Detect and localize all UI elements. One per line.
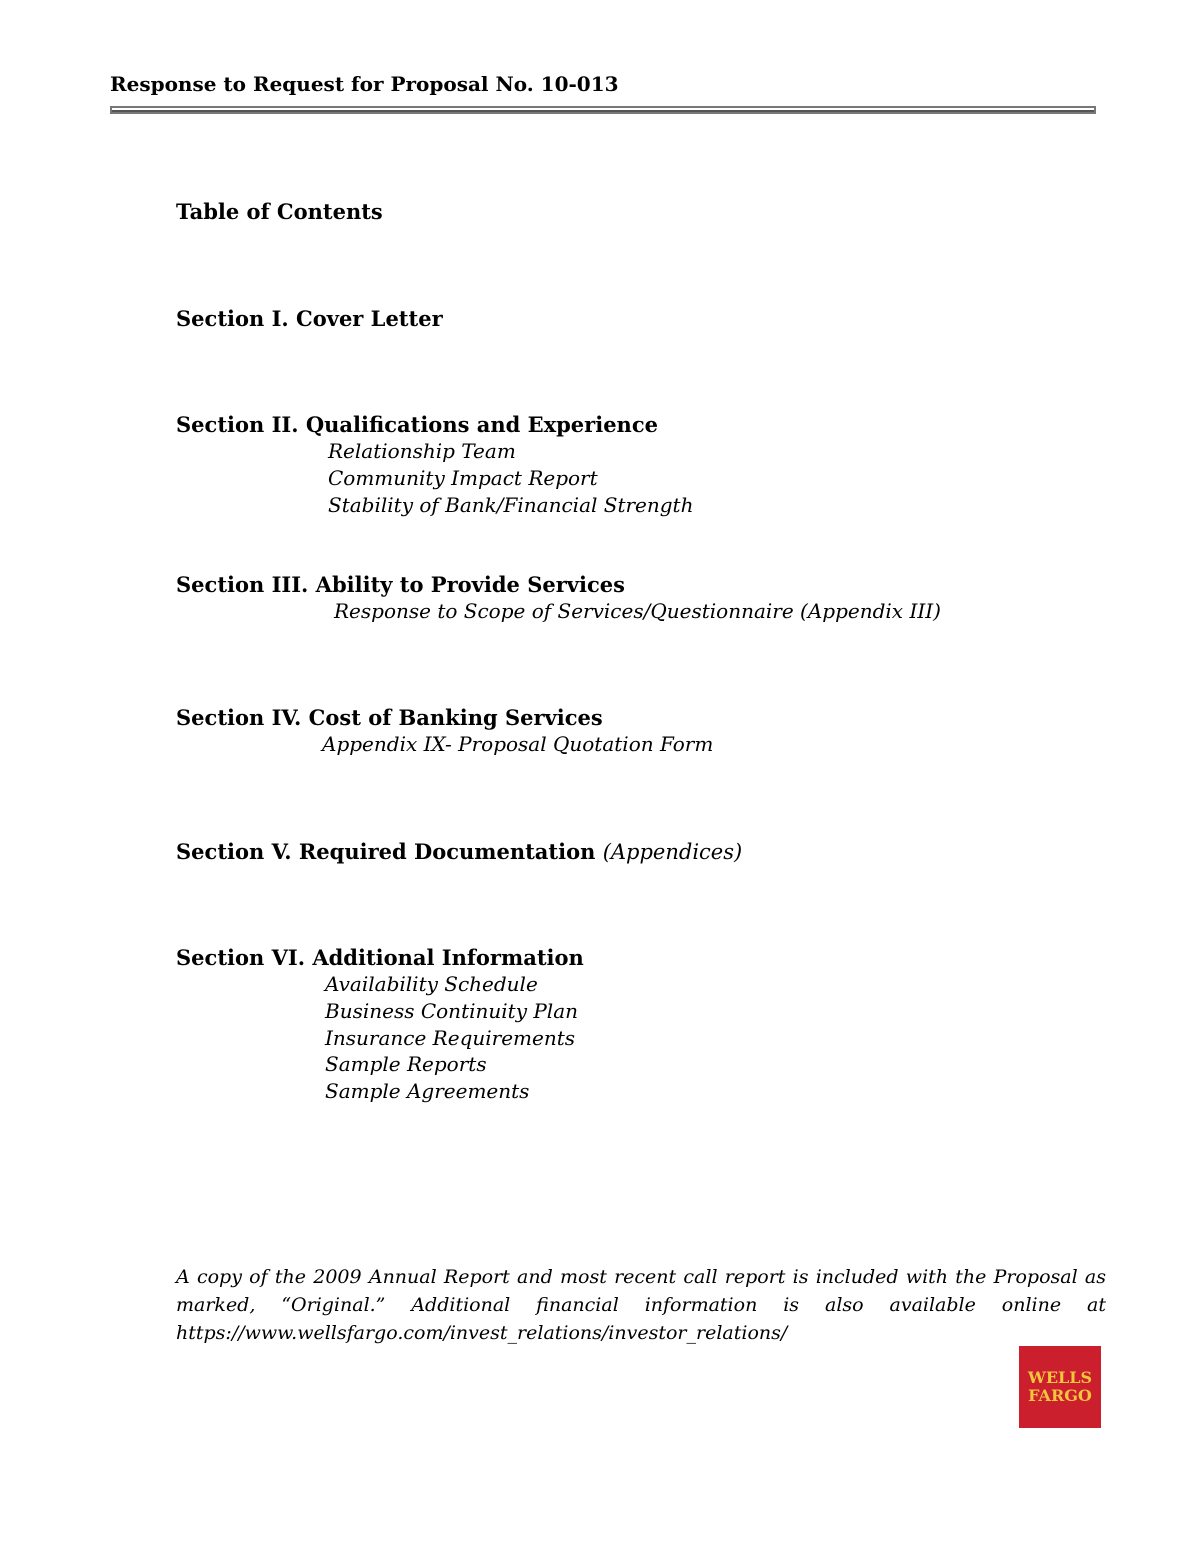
subitem: Business Continuity Plan [325, 998, 579, 1023]
header-divider [110, 106, 1096, 114]
toc-section-4 [176, 704, 713, 758]
subitem: Appendix IX- Proposal Quotation Form [322, 732, 714, 756]
subitem: Community Impact Report [328, 465, 598, 490]
logo-line-2: FARGO [1028, 1386, 1092, 1405]
section-heading [176, 838, 742, 866]
section-heading: Section IV. Cost of Banking Services [176, 705, 603, 730]
section-heading: Section III. Ability to Provide Services [176, 572, 625, 597]
subitem: Availability Schedule [325, 972, 538, 996]
logo-line-1: WELLS [1027, 1368, 1093, 1387]
subitem: Stability of Bank/Financial Strength [328, 492, 694, 517]
section-subitems [176, 438, 693, 518]
toc-section-2 [176, 411, 693, 518]
subitem: Sample Reports [325, 1052, 487, 1077]
footer-note: A copy of the 2009 Annual Report and most recent call report is included with the Proposal as marked, “Original.” Additional financial information is also available online at https://www.wellsfargo.com/invest_relations/investor_relations/ [176, 1266, 1106, 1344]
section-heading-text: Section V. Required Documentation [176, 839, 596, 864]
toc-section-5 [176, 838, 742, 866]
wells-fargo-logo [1019, 1346, 1101, 1428]
section-heading: Section I. Cover Letter [176, 306, 443, 331]
section-subitems [176, 971, 584, 1105]
toc-section-6 [176, 944, 584, 1105]
toc-section-3 [176, 571, 941, 625]
section-subitems [176, 598, 941, 625]
subitem: Relationship Team [328, 439, 516, 463]
section-heading: Section II. Qualifications and Experience [176, 412, 658, 437]
subitem: Insurance Requirements [325, 1025, 576, 1050]
subitem: Response to Scope of Services/Questionnaire (Appendix III) [334, 599, 941, 623]
toc-title: Table of Contents [176, 199, 383, 224]
toc-section-1 [176, 305, 443, 332]
section-subitems [176, 731, 713, 758]
subitem: Sample Agreements [325, 1079, 530, 1104]
document-header-title: Response to Request for Proposal No. 10-013 [110, 72, 619, 96]
section-heading-paren: (Appendices) [602, 840, 743, 864]
section-heading: Section VI. Additional Information [176, 945, 584, 970]
